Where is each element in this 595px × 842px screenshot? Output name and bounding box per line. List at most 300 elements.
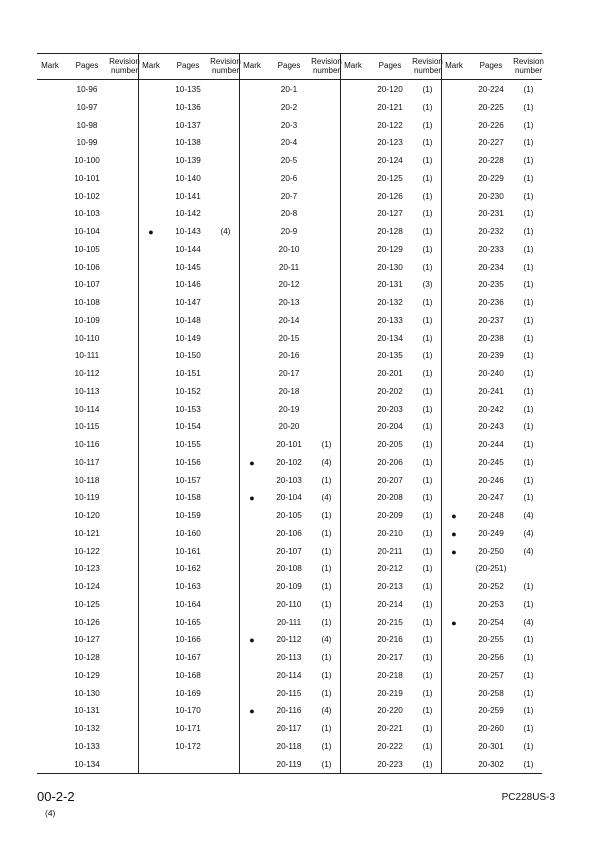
mark-cell xyxy=(340,155,366,167)
revision-cell: (1) xyxy=(523,369,534,378)
revision-cell xyxy=(313,137,340,149)
mark-cell: ● xyxy=(451,511,457,521)
page-cell: 20-246 xyxy=(478,475,504,485)
page-cell: 20-221 xyxy=(377,724,403,733)
mark-cell xyxy=(37,510,63,522)
page-cell: 20-223 xyxy=(377,759,403,769)
page-cell: 10-143 xyxy=(175,227,201,236)
mark-cell xyxy=(239,84,265,96)
mark-cell xyxy=(239,404,265,416)
revision-cell: (1) xyxy=(321,599,332,609)
page-cell: 10-168 xyxy=(175,670,201,680)
page-cell: 20-10 xyxy=(278,244,300,254)
mark-cell xyxy=(239,475,265,487)
page-cell: 20-257 xyxy=(478,670,504,680)
mark-cell xyxy=(340,581,366,593)
revision-cell xyxy=(111,84,138,96)
revision-cell xyxy=(111,421,138,433)
revision-cell: (1) xyxy=(422,528,433,538)
page-cell: 20-231 xyxy=(478,209,504,219)
page-cell: 20-235 xyxy=(478,280,504,290)
page-cell: 10-107 xyxy=(74,280,100,290)
model-name: PC228US-3 xyxy=(501,792,555,803)
revision-cell xyxy=(111,510,138,522)
revision-cell xyxy=(212,120,239,132)
mark-cell xyxy=(340,333,366,345)
revision-cell xyxy=(212,617,239,629)
page-cell: 20-240 xyxy=(478,369,504,378)
mark-cell xyxy=(239,208,265,220)
page-cell: 20-20 xyxy=(278,422,300,432)
page-cell: 10-169 xyxy=(175,688,201,698)
revision-cell xyxy=(212,386,239,398)
revision-cell: (1) xyxy=(321,653,332,662)
revision-cell: (1) xyxy=(422,635,433,645)
mark-cell xyxy=(340,705,366,717)
mark-cell xyxy=(340,599,366,611)
page-cell: 20-3 xyxy=(280,120,298,130)
page-cell: 10-104 xyxy=(74,227,100,236)
mark-cell xyxy=(37,741,63,753)
page-cell: 20-209 xyxy=(377,511,403,520)
mark-cell xyxy=(340,421,366,433)
mark-cell xyxy=(239,741,265,753)
page-cell: 10-111 xyxy=(74,351,100,361)
mark-cell xyxy=(239,120,265,132)
header-pages: Pages xyxy=(176,61,200,71)
mark-cell: ● xyxy=(249,457,255,468)
revision-cell: (1) xyxy=(422,440,433,449)
mark-cell xyxy=(239,350,265,362)
mark-cell xyxy=(138,297,164,309)
revision-cell xyxy=(515,563,542,575)
mark-cell xyxy=(340,262,366,274)
mark-cell xyxy=(441,279,467,291)
mark-cell xyxy=(138,137,164,149)
revision-cell xyxy=(313,208,340,220)
page-cell: 20-203 xyxy=(377,404,403,414)
mark-cell xyxy=(441,173,467,185)
revision-cell xyxy=(111,439,138,451)
revision-cell xyxy=(111,670,138,682)
revision-cell xyxy=(212,315,239,327)
revision-cell xyxy=(111,244,138,256)
page-cell: (20-251) xyxy=(475,564,507,574)
mark-cell xyxy=(441,208,467,220)
page-cell: 10-126 xyxy=(74,617,100,627)
mark-cell xyxy=(37,528,63,540)
page-cell: 10-135 xyxy=(175,85,201,94)
page-cell: 20-237 xyxy=(478,315,504,325)
mark-cell xyxy=(37,546,63,558)
mark-cell xyxy=(138,279,164,291)
page-cell: 10-101 xyxy=(74,173,100,183)
revision-cell: (1) xyxy=(422,599,433,609)
mark-cell xyxy=(37,652,63,664)
mark-cell xyxy=(138,581,164,593)
revision-cell: (1) xyxy=(523,759,534,769)
page-cell: 10-157 xyxy=(175,475,201,485)
revision-cell xyxy=(212,670,239,682)
revision-cell xyxy=(313,404,340,416)
page-cell: 10-138 xyxy=(175,138,201,148)
mark-cell xyxy=(239,262,265,274)
revision-cell: (1) xyxy=(422,404,433,414)
page-cell: 20-2 xyxy=(280,102,298,112)
page-cell: 20-9 xyxy=(280,227,298,236)
page-cell: 20-6 xyxy=(280,173,298,183)
revision-cell: (1) xyxy=(422,138,433,148)
mark-cell xyxy=(138,510,164,522)
mark-cell xyxy=(239,244,265,256)
mark-cell xyxy=(37,599,63,611)
mark-cell xyxy=(138,244,164,256)
header-revision: Revision number xyxy=(412,57,443,75)
table-header-rule xyxy=(37,79,542,80)
mark-cell: ● xyxy=(249,493,255,504)
header-mark: Mark xyxy=(445,61,463,71)
page-cell: 10-163 xyxy=(175,582,201,591)
mark-cell xyxy=(37,120,63,132)
revision-cell: (1) xyxy=(422,227,433,236)
mark-cell xyxy=(37,155,63,167)
mark-cell xyxy=(138,368,164,380)
page-cell: 20-248 xyxy=(478,511,504,520)
revision-cell xyxy=(212,457,239,469)
revision-cell: (1) xyxy=(523,688,534,698)
mark-cell xyxy=(340,84,366,96)
page-cell: 10-159 xyxy=(175,511,201,520)
mark-cell xyxy=(239,421,265,433)
page-cell: 10-146 xyxy=(175,280,201,290)
revision-cell xyxy=(111,705,138,717)
page-cell: 20-225 xyxy=(478,102,504,112)
page-cell: 10-118 xyxy=(74,475,100,485)
revision-cell: (1) xyxy=(523,475,534,485)
page-cell: 20-135 xyxy=(377,351,403,361)
revision-cell xyxy=(111,617,138,629)
revision-cell xyxy=(212,173,239,185)
revision-cell: (1) xyxy=(321,440,332,449)
mark-cell xyxy=(239,279,265,291)
revision-cell: (1) xyxy=(523,724,534,733)
page-cell: 20-108 xyxy=(276,564,302,574)
revision-cell xyxy=(313,386,340,398)
mark-cell xyxy=(138,563,164,575)
page-cell: 10-100 xyxy=(74,156,100,165)
page-cell: 20-106 xyxy=(276,528,302,538)
page-cell: 10-113 xyxy=(74,386,100,396)
revision-cell xyxy=(212,741,239,753)
mark-cell xyxy=(441,421,467,433)
revision-cell xyxy=(313,244,340,256)
page-cell: 20-133 xyxy=(377,315,403,325)
revision-cell: (1) xyxy=(422,511,433,520)
revision-cell xyxy=(111,102,138,114)
mark-cell xyxy=(37,350,63,362)
mark-cell xyxy=(239,173,265,185)
page-cell: 10-160 xyxy=(175,528,201,538)
revision-cell xyxy=(313,226,340,238)
mark-cell xyxy=(239,155,265,167)
page-cell: 10-140 xyxy=(175,173,201,183)
revision-cell: (1) xyxy=(422,724,433,733)
mark-cell xyxy=(441,634,467,646)
mark-cell xyxy=(340,137,366,149)
page-cell: 10-115 xyxy=(74,422,100,432)
mark-cell xyxy=(340,368,366,380)
revision-cell xyxy=(313,262,340,274)
table-bottom-rule xyxy=(37,773,542,774)
mark-cell xyxy=(138,546,164,558)
revision-cell: (1) xyxy=(523,422,534,432)
page-cell: 10-172 xyxy=(175,741,201,751)
revision-cell xyxy=(111,546,138,558)
page-cell: 10-106 xyxy=(74,262,100,272)
revision-cell: (4) xyxy=(321,706,332,716)
mark-cell xyxy=(138,457,164,469)
mark-cell xyxy=(239,297,265,309)
revision-cell: (1) xyxy=(422,333,433,343)
revision-cell: (1) xyxy=(422,120,433,130)
page-cell: 20-122 xyxy=(377,120,403,130)
revision-cell xyxy=(111,599,138,611)
revision-cell xyxy=(212,137,239,149)
page-cell: 20-216 xyxy=(377,635,403,645)
page-cell: 10-125 xyxy=(74,599,100,609)
mark-cell xyxy=(37,315,63,327)
page-cell: 10-158 xyxy=(175,493,201,503)
revision-cell xyxy=(111,652,138,664)
page-cell: 20-260 xyxy=(478,724,504,733)
mark-cell xyxy=(138,404,164,416)
page-cell: 10-129 xyxy=(74,670,100,680)
page-cell: 20-125 xyxy=(377,173,403,183)
revision-cell: (1) xyxy=(523,386,534,396)
page-cell: 20-210 xyxy=(377,528,403,538)
header-pages: Pages xyxy=(277,61,301,71)
mark-cell xyxy=(340,652,366,664)
mark-cell xyxy=(441,368,467,380)
revision-cell xyxy=(313,84,340,96)
revision-cell xyxy=(111,492,138,504)
mark-cell xyxy=(340,634,366,646)
page-cell: 20-236 xyxy=(478,298,504,307)
mark-cell xyxy=(340,350,366,362)
revision-cell xyxy=(313,333,340,345)
page-cell: 20-241 xyxy=(478,386,504,396)
mark-cell xyxy=(340,741,366,753)
mark-cell xyxy=(239,670,265,682)
mark-cell xyxy=(37,191,63,203)
revision-cell: (1) xyxy=(422,546,433,556)
page-cell: 20-126 xyxy=(377,191,403,201)
page-cell: 10-97 xyxy=(76,102,98,112)
mark-cell xyxy=(37,244,63,256)
mark-cell xyxy=(37,137,63,149)
page-cell: 10-102 xyxy=(74,191,100,201)
revision-cell xyxy=(111,137,138,149)
page-cell: 20-105 xyxy=(276,511,302,520)
page-cell: 10-134 xyxy=(74,759,100,769)
revision-cell xyxy=(111,688,138,700)
page-cell: 20-244 xyxy=(478,440,504,449)
page-cell: 10-121 xyxy=(74,528,100,538)
mark-cell xyxy=(441,84,467,96)
mark-cell xyxy=(340,563,366,575)
mark-cell xyxy=(239,439,265,451)
page-cell: 10-154 xyxy=(175,422,201,432)
page-cell: 20-112 xyxy=(276,635,302,645)
mark-cell xyxy=(138,315,164,327)
page-cell: 10-166 xyxy=(175,635,201,645)
page-cell: 20-245 xyxy=(478,457,504,467)
page-cell: 20-228 xyxy=(478,156,504,165)
page-cell: 20-16 xyxy=(278,351,300,361)
revision-cell xyxy=(212,84,239,96)
page-cell: 20-15 xyxy=(278,333,300,343)
revision-cell xyxy=(313,315,340,327)
revision-cell: (1) xyxy=(523,191,534,201)
revision-cell xyxy=(111,759,138,771)
header-pages: Pages xyxy=(479,61,503,71)
page-cell: 10-117 xyxy=(74,457,100,467)
page-cell: 20-101 xyxy=(276,440,302,449)
revision-cell xyxy=(111,457,138,469)
revision-cell xyxy=(212,688,239,700)
revision-cell xyxy=(212,208,239,220)
mark-cell xyxy=(441,723,467,735)
revision-cell: (1) xyxy=(523,315,534,325)
revision-cell xyxy=(313,191,340,203)
page-cell: 10-99 xyxy=(76,138,98,148)
mark-cell xyxy=(441,333,467,345)
header-revision: Revision number xyxy=(513,57,544,75)
page-cell: 20-230 xyxy=(478,191,504,201)
revision-cell: (1) xyxy=(422,564,433,574)
revision-cell: (1) xyxy=(523,173,534,183)
page-cell: 20-8 xyxy=(280,209,298,219)
revision-cell xyxy=(212,475,239,487)
mark-cell xyxy=(340,528,366,540)
page-cell: 10-128 xyxy=(74,653,100,662)
page-cell: 20-219 xyxy=(377,688,403,698)
header-pages: Pages xyxy=(75,61,99,71)
page-cell: 20-256 xyxy=(478,653,504,662)
revision-cell: (1) xyxy=(321,546,332,556)
mark-cell xyxy=(340,297,366,309)
page-cell: 10-116 xyxy=(74,440,100,449)
revision-cell xyxy=(212,333,239,345)
revision-cell xyxy=(313,297,340,309)
page-cell: 20-7 xyxy=(280,191,298,201)
page-cell: 20-115 xyxy=(276,688,302,698)
revision-cell: (1) xyxy=(523,209,534,219)
revision-cell xyxy=(111,173,138,185)
revision-cell: (1) xyxy=(523,227,534,236)
mark-cell xyxy=(441,102,467,114)
mark-cell xyxy=(441,191,467,203)
page-cell: 20-18 xyxy=(278,386,300,396)
revision-cell: (4) xyxy=(523,617,534,627)
mark-cell xyxy=(340,191,366,203)
mark-cell xyxy=(138,102,164,114)
page-cell: 10-105 xyxy=(74,244,100,254)
mark-cell xyxy=(138,617,164,629)
revision-cell xyxy=(212,439,239,451)
revision-cell xyxy=(111,155,138,167)
mark-cell xyxy=(340,759,366,771)
page-cell: 20-123 xyxy=(377,138,403,148)
mark-cell xyxy=(340,688,366,700)
mark-cell: ● xyxy=(451,528,457,539)
mark-cell xyxy=(239,652,265,664)
mark-cell xyxy=(37,670,63,682)
page-cell: 10-162 xyxy=(175,564,201,574)
mark-cell xyxy=(37,439,63,451)
page-cell: 10-152 xyxy=(175,386,201,396)
mark-cell xyxy=(239,137,265,149)
page-cell: 20-103 xyxy=(276,475,302,485)
mark-cell xyxy=(37,404,63,416)
page-cell: 20-214 xyxy=(377,599,403,609)
revision-cell xyxy=(111,386,138,398)
page-cell: 10-124 xyxy=(74,582,100,591)
revision-cell: (1) xyxy=(321,528,332,538)
mark-cell xyxy=(37,333,63,345)
mark-cell xyxy=(37,84,63,96)
revision-cell: (1) xyxy=(523,262,534,272)
revision-cell: (4) xyxy=(523,546,534,556)
page-cell: 20-132 xyxy=(377,298,403,307)
revision-cell: (1) xyxy=(523,351,534,361)
page-cell: 20-113 xyxy=(276,653,302,662)
page-cell: 20-12 xyxy=(278,280,300,290)
mark-cell xyxy=(340,510,366,522)
header-mark: Mark xyxy=(344,61,362,71)
revision-cell xyxy=(212,510,239,522)
page-cell: 20-243 xyxy=(478,422,504,432)
page-cell: 20-224 xyxy=(478,85,504,94)
revision-cell: (1) xyxy=(422,209,433,219)
revision-cell xyxy=(212,563,239,575)
revision-cell: (1) xyxy=(523,635,534,645)
page-number: 00-2-2 xyxy=(37,789,75,804)
mark-cell xyxy=(340,617,366,629)
page-cell: 10-149 xyxy=(175,333,201,343)
revision-cell: (1) xyxy=(523,653,534,662)
revision-cell xyxy=(212,421,239,433)
mark-cell xyxy=(239,759,265,771)
page-cell: 20-250 xyxy=(478,546,504,556)
revision-cell: (1) xyxy=(422,706,433,716)
revision-cell: (1) xyxy=(422,351,433,361)
mark-cell xyxy=(441,439,467,451)
revision-cell: (1) xyxy=(523,670,534,680)
page-cell: 10-127 xyxy=(74,635,100,645)
revision-cell xyxy=(212,404,239,416)
page-cell: 20-211 xyxy=(377,546,403,556)
mark-cell xyxy=(37,279,63,291)
revision-cell: (1) xyxy=(422,85,433,94)
revision-cell xyxy=(111,404,138,416)
page-cell: 10-108 xyxy=(74,298,100,307)
revision-cell xyxy=(313,350,340,362)
revision-cell: (1) xyxy=(422,582,433,591)
mark-cell xyxy=(340,244,366,256)
revision-cell xyxy=(313,368,340,380)
revision-cell: (1) xyxy=(523,404,534,414)
